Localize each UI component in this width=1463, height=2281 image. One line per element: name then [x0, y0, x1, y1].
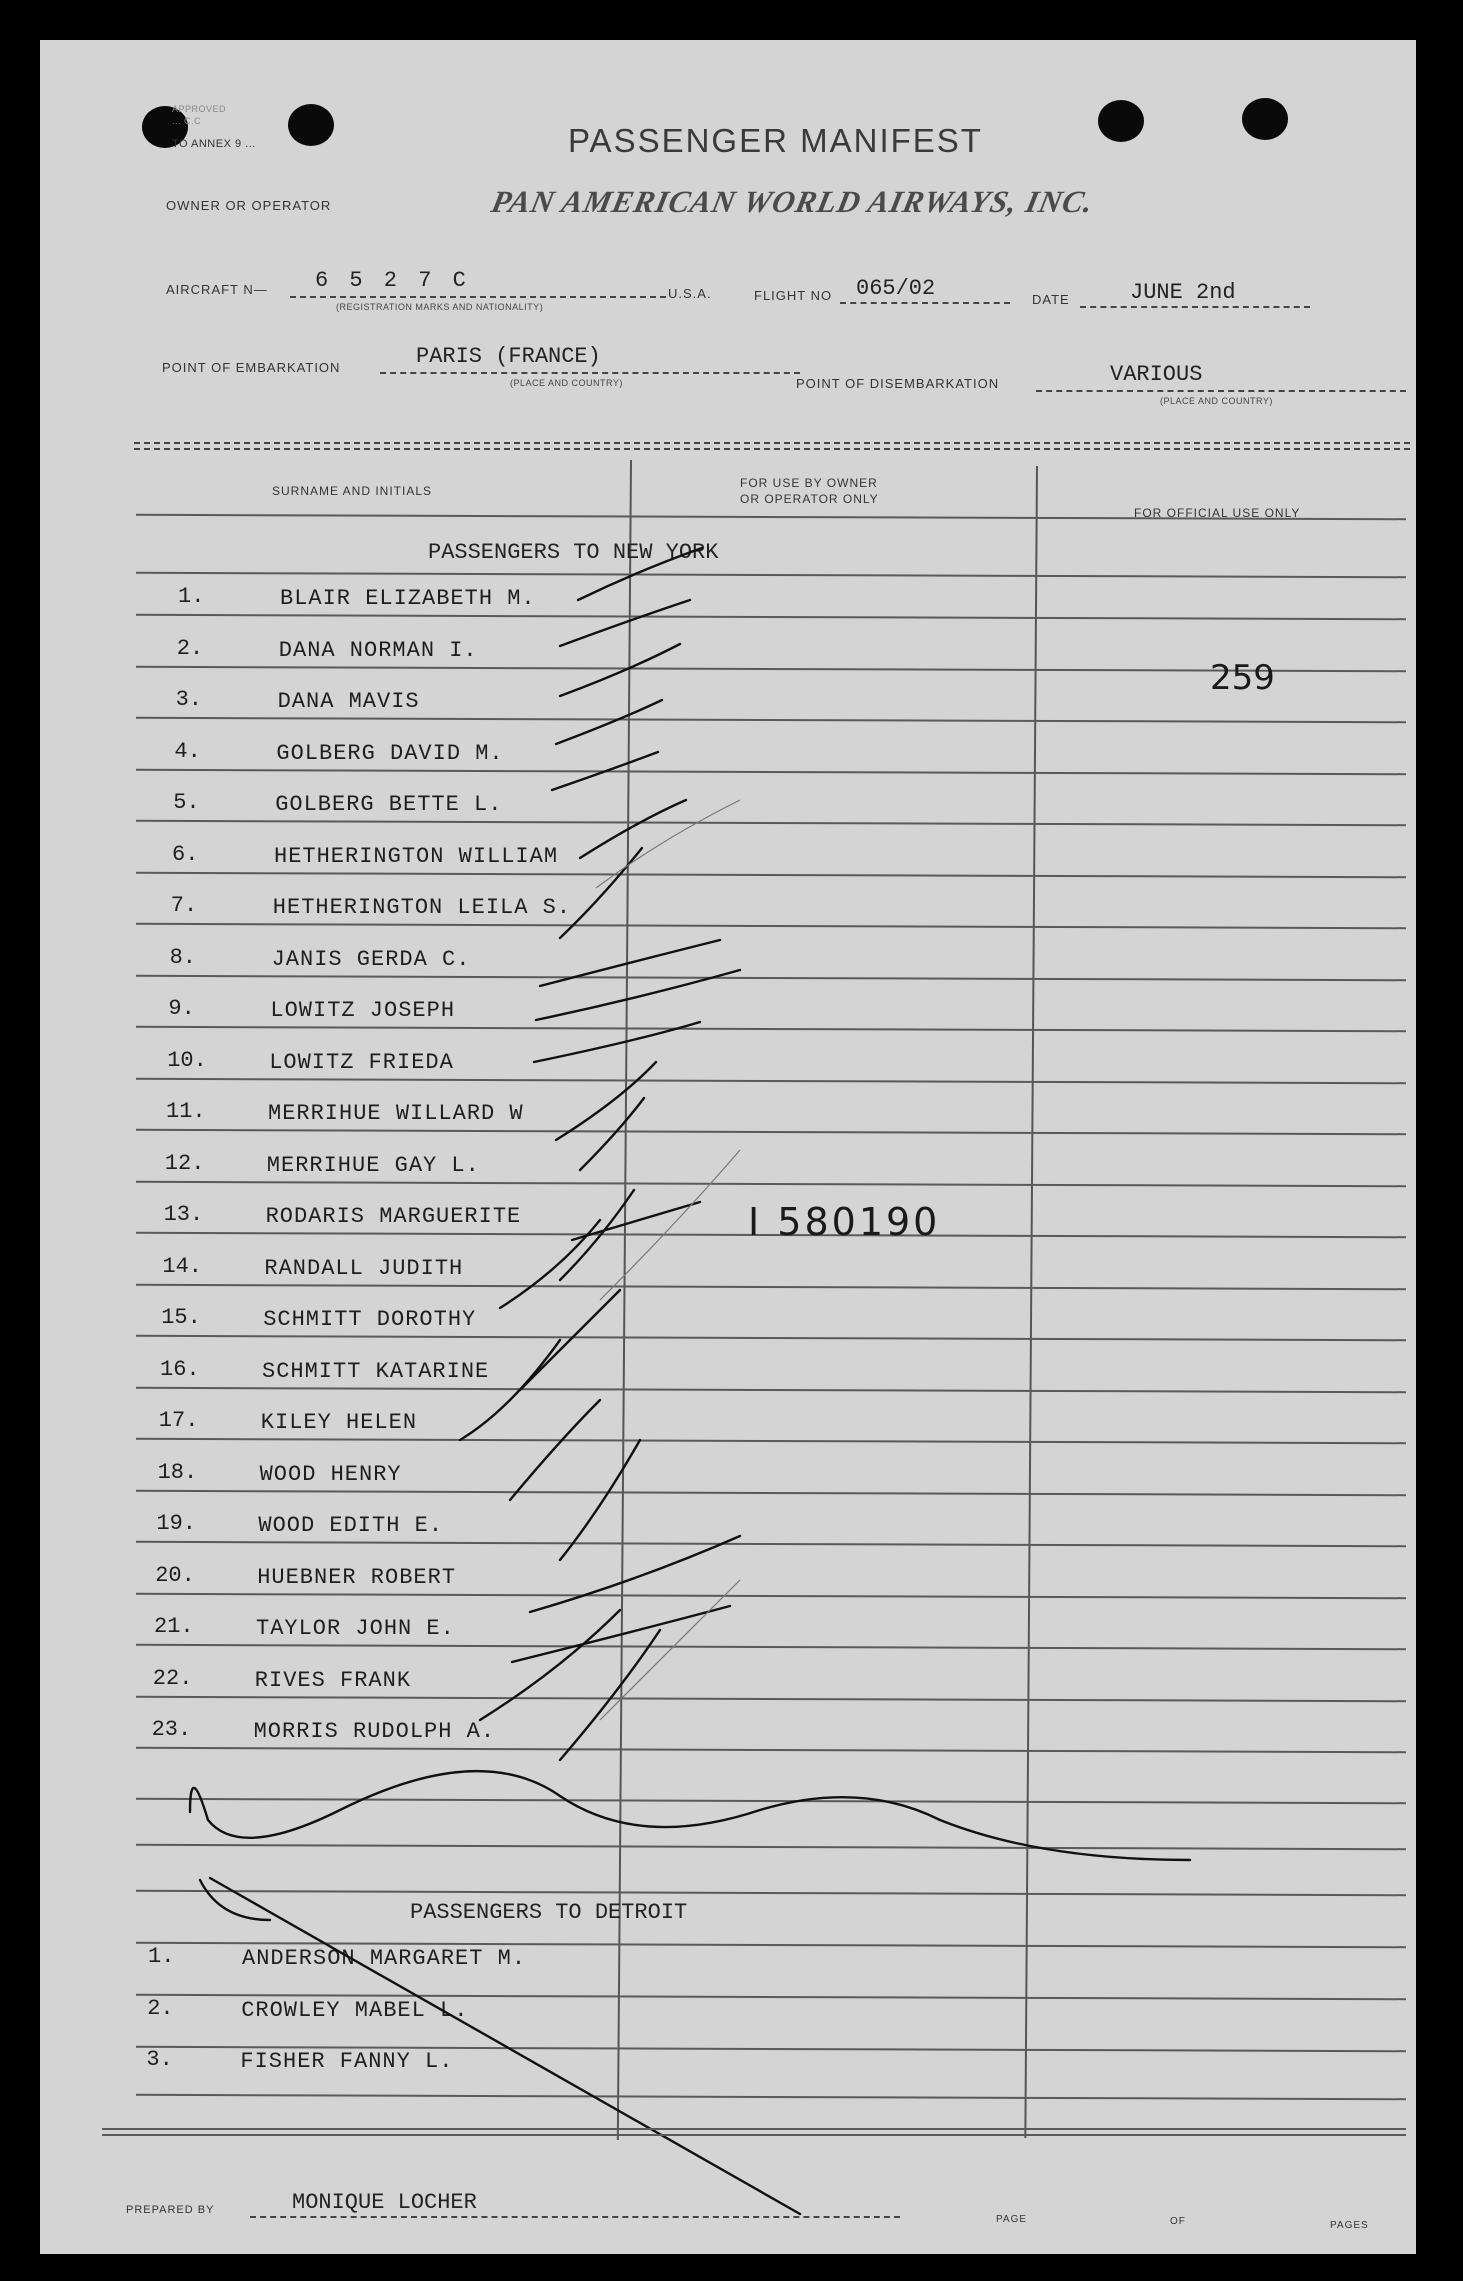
page-label: PAGE	[996, 2214, 1028, 2225]
passenger-name: TAYLOR JOHN E.	[256, 1616, 455, 1641]
passenger-number: 14.	[162, 1253, 202, 1279]
passenger-number: 22.	[152, 1665, 193, 1691]
passenger-number: 15.	[161, 1305, 201, 1330]
disembark-caption: (PLACE AND COUNTRY)	[1160, 396, 1273, 406]
passenger-number: 21.	[154, 1614, 194, 1639]
embark-label: POINT OF EMBARKATION	[162, 360, 341, 375]
passenger-name: GOLBERG DAVID M.	[276, 740, 504, 766]
passenger-number: 2.	[147, 1995, 174, 2021]
embark-caption: (PLACE AND COUNTRY)	[510, 378, 623, 388]
registration-caption: (REGISTRATION MARKS AND NATIONALITY)	[336, 302, 544, 312]
official-handwritten-note: 259	[1210, 658, 1275, 698]
flight-label: FLIGHT NO	[754, 288, 833, 303]
passenger-number: 8.	[169, 944, 196, 970]
passenger-number: 11.	[166, 1099, 206, 1124]
passenger-number: 5.	[173, 790, 200, 815]
passenger-number: 20.	[155, 1562, 195, 1588]
passenger-name: BLAIR ELIZABETH M.	[280, 586, 536, 611]
operator-name: PAN AMERICAN WORLD AIRWAYS, INC.	[488, 184, 1097, 219]
flight-date: JUNE 2nd	[1130, 280, 1236, 305]
passenger-number: 2.	[176, 635, 204, 661]
passenger-number: 12.	[164, 1150, 205, 1176]
flight-number: 065/02	[856, 276, 936, 301]
passenger-number: 13.	[163, 1202, 204, 1227]
column-surname: SURNAME AND INITIALS	[272, 484, 433, 498]
prepared-by-label: PREPARED BY	[126, 2204, 215, 2216]
aircraft-label: AIRCRAFT N—	[166, 282, 268, 297]
of-label: OF	[1170, 2216, 1186, 2227]
passenger-name: CROWLEY MABEL L.	[241, 1997, 469, 2023]
passenger-name: DANA NORMAN I.	[278, 637, 478, 663]
handwritten-check-marks	[40, 40, 1416, 2254]
passenger-name: WOOD HENRY	[259, 1461, 402, 1487]
prepared-by-name: MONIQUE LOCHER	[292, 2190, 477, 2215]
passenger-number: 4.	[174, 738, 201, 764]
passenger-name: ANDERSON MARGARET M.	[242, 1946, 527, 1971]
owner-handwritten-note: I 580190	[748, 1200, 941, 1244]
passenger-name: MORRIS RUDOLPH A.	[253, 1719, 496, 1744]
passenger-name: DANA MAVIS	[277, 689, 420, 714]
passenger-name: FISHER FANNY L.	[240, 2049, 454, 2074]
embark-place: PARIS (FRANCE)	[416, 344, 601, 369]
passenger-number: 19.	[156, 1511, 196, 1536]
column-owner-use-1: FOR USE BY OWNER	[740, 476, 878, 490]
pages-label: PAGES	[1330, 2220, 1369, 2231]
passenger-name: LOWITZ JOSEPH	[270, 998, 456, 1023]
passenger-name: LOWITZ FRIEDA	[269, 1049, 454, 1075]
page-title: PASSENGER MANIFEST	[568, 122, 983, 159]
passenger-number: 16.	[160, 1356, 200, 1382]
passenger-number: 10.	[167, 1047, 207, 1073]
passenger-name: SCHMITT KATARINE	[262, 1358, 490, 1384]
country-label: U.S.A.	[668, 286, 712, 301]
passenger-number: 1.	[148, 1944, 175, 1969]
passenger-name: MERRIHUE GAY L.	[266, 1152, 480, 1178]
passenger-name: HETHERINGTON LEILA S.	[272, 895, 572, 920]
passenger-name: JANIS GERDA C.	[271, 946, 471, 972]
column-official-use: FOR OFFICIAL USE ONLY	[1134, 506, 1301, 520]
passenger-number: 18.	[157, 1459, 198, 1485]
passenger-name: HUEBNER ROBERT	[257, 1564, 457, 1590]
passenger-name: RIVES FRANK	[254, 1667, 412, 1693]
manifest-sheet	[40, 40, 1416, 2254]
passenger-number: 23.	[151, 1717, 192, 1742]
passenger-name: HETHERINGTON WILLIAM	[274, 843, 559, 869]
passenger-name: MERRIHUE WILLARD W	[268, 1101, 524, 1126]
section-heading-new-york: PASSENGERS TO NEW YORK	[428, 540, 719, 565]
aircraft-number: 6 5 2 7 C	[315, 268, 470, 293]
owner-label: OWNER OR OPERATOR	[166, 198, 332, 213]
column-owner-use-2: OR OPERATOR ONLY	[740, 492, 879, 506]
section-heading-detroit: PASSENGERS TO DETROIT	[410, 1900, 688, 1925]
passenger-number: 6.	[172, 841, 199, 867]
passenger-number: 7.	[170, 893, 198, 918]
date-label: DATE	[1032, 292, 1070, 307]
passenger-number: 1.	[178, 584, 205, 609]
passenger-name: GOLBERG BETTE L.	[275, 792, 503, 817]
passenger-number: 9.	[168, 996, 195, 1021]
approval-stamp-line-2: ... C.C	[172, 116, 202, 126]
passenger-name: SCHMITT DOROTHY	[263, 1307, 477, 1332]
approval-stamp-line-1: APPROVED	[172, 104, 227, 114]
passenger-name: KILEY HELEN	[260, 1410, 418, 1435]
passenger-number: 3.	[175, 687, 202, 712]
passenger-number: 17.	[158, 1408, 199, 1433]
approval-stamp-line-3: TO ANNEX 9 ...	[172, 138, 256, 150]
passenger-number: 3.	[146, 2047, 173, 2072]
passenger-name: RODARIS MARGUERITE	[265, 1204, 522, 1229]
disembark-place: VARIOUS	[1110, 362, 1203, 387]
passenger-name: WOOD EDITH E.	[258, 1513, 444, 1538]
disembark-label: POINT OF DISEMBARKATION	[796, 376, 1000, 391]
passenger-name: RANDALL JUDITH	[264, 1255, 464, 1281]
